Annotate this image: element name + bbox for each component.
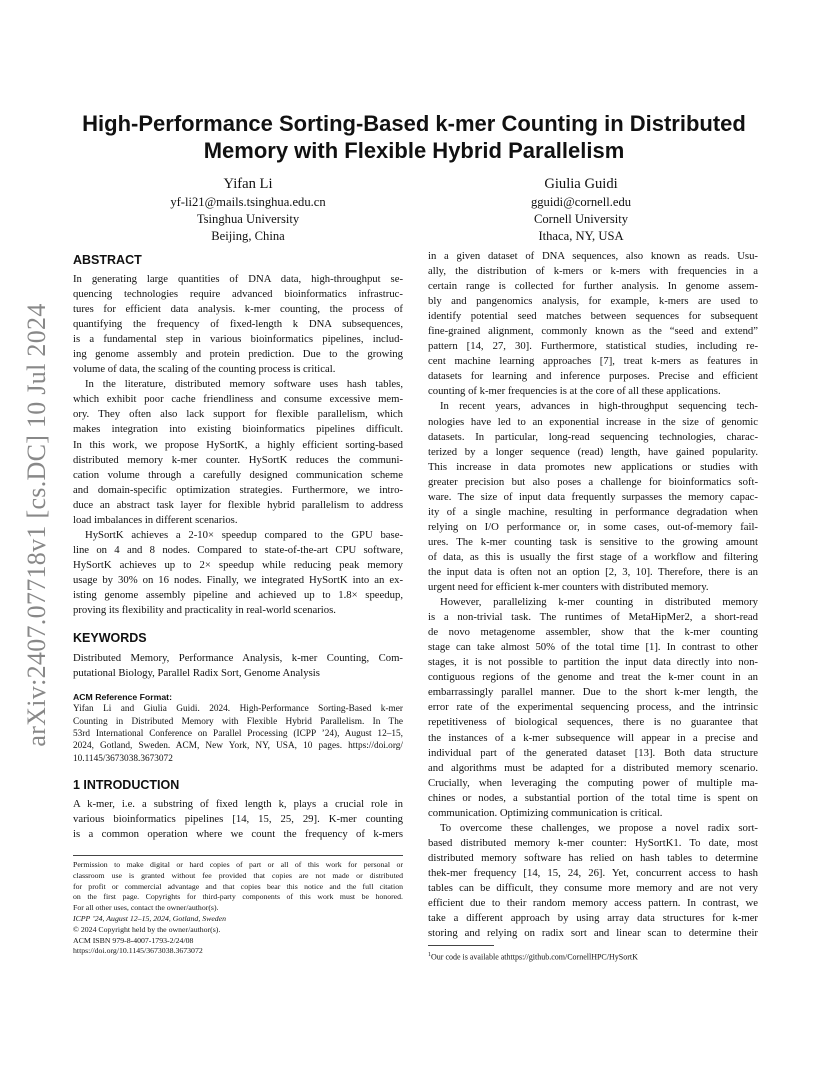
abstract-paragraph-1 bbox=[73, 272, 403, 377]
text-line: various bioinformatics pipelines [14, 15, 25, 29]. K-mer counting bbox=[73, 813, 403, 826]
permission-line: For all other uses, contact the owner/author(s). bbox=[73, 903, 219, 913]
permission-line: for profit or commercial advantage and that copies bear this notice and the full citation bbox=[73, 881, 403, 891]
text-line: take a different approach by using array data structures for k-mer bbox=[428, 912, 758, 925]
text-line: error rate of the experimental sequencing process, and the intrinsic bbox=[428, 701, 758, 714]
text-line: certain range is collected for further analysis. In genome assem- bbox=[428, 280, 758, 293]
text-line: and algorithms must be adapted for a distributed memory scenario. bbox=[428, 761, 758, 774]
text-line: thek-mer frequency [14, 15, 24, 26]. Yet, concurrent access to hash bbox=[428, 866, 758, 879]
text-line: makes integration into existing bioinformatics pipelines difficult. bbox=[73, 423, 403, 436]
reference-line: Counting in Distributed Memory with Flexible Hybrid Parallelism. In The bbox=[73, 716, 403, 727]
text-line: datasets for learning and inference purposes. Precise and efficient bbox=[428, 370, 758, 383]
text-line: stages, it is not possible to partition the input data directly into non- bbox=[428, 656, 758, 669]
text-line: A k-mer, i.e. a substring of fixed length k, plays a crucial role in bbox=[73, 798, 403, 811]
text-line: ures. The k-mer counting task is sensitive to the growing amount bbox=[428, 535, 758, 548]
footnote bbox=[428, 945, 758, 963]
text-line: To overcome these challenges, we propose a novel radix sort- bbox=[440, 821, 758, 834]
author-name: Yifan Li bbox=[223, 176, 273, 192]
permission-line: ACM ISBN 979-8-4007-1793-2/24/08 bbox=[73, 935, 194, 945]
text-line: line on 4 and 8 nodes. Compared to state-of-the-art CPU software, bbox=[73, 543, 403, 556]
text-line: embarrassingly parallel manner. Due to the short k-mer length, the bbox=[428, 686, 758, 699]
text-line: distributed memory k-mer counter. HySortK reduces the communi- bbox=[73, 453, 403, 466]
author-affiliation: Tsinghua University bbox=[196, 212, 300, 226]
text-line: and domain-specific optimization strategies. Furthermore, we intro- bbox=[73, 483, 403, 496]
text-line: counting of k-mer frequencies is at the core of all these applications. bbox=[428, 385, 721, 398]
text-line: usage by 30% on 16 nodes. Finally, we integrated HySortK into an ex- bbox=[73, 573, 403, 586]
text-line: tures for efficient data analysis. k-mer counting, the process of bbox=[73, 303, 403, 316]
text-line: stage can take almost 50% of the total time [1]. In contrast to other bbox=[428, 641, 758, 654]
text-line: In generating large quantities of DNA data, high-throughput se- bbox=[73, 273, 403, 285]
text-line: ory. They often also lack support for flexible parallelism, which bbox=[73, 408, 403, 421]
permission-line: Permission to make digital or hard copies of part or all of this work for personal or bbox=[73, 860, 403, 869]
text-line: individual part of the generated dataset [13]. Both data structure bbox=[428, 746, 758, 759]
text-line: duce an abstract task layer for flexible hybrid parallelism to address bbox=[73, 498, 403, 511]
text-line: datasets. In particular, long-read sequencing technologies, charac- bbox=[428, 430, 758, 443]
text-line: is a non-trivial task. The runtimes of MetaHipMer2, a short-read bbox=[428, 611, 758, 624]
abstract-heading: ABSTRACT bbox=[73, 253, 142, 267]
introduction-text bbox=[73, 797, 403, 842]
text-line: volume of data, the scaling of the counting process is critical. bbox=[73, 363, 336, 376]
text-line: Distributed Memory, Performance Analysis, k-mer Counting, Com- bbox=[73, 652, 403, 665]
text-line: repetitiveness of biological sequences, there is no guarantee that bbox=[428, 716, 758, 729]
text-line: in a given dataset of DNA sequences, also known as reads. Usu- bbox=[428, 250, 758, 262]
text-line: ware. The size of input data frequently surpasses the memory capac- bbox=[428, 490, 758, 503]
acm-reference-text bbox=[73, 703, 403, 765]
text-line: In the literature, distributed memory software uses hash tables, bbox=[85, 378, 403, 391]
text-line: which exhibit poor cache friendliness and consume excessive mem- bbox=[73, 393, 403, 406]
footnote-body: Our code is available athttps://github.com/CornellHPC/HySortK bbox=[431, 952, 638, 962]
intro-paragraph-4 bbox=[428, 821, 758, 941]
text-line: the input data is often not an option [2, 3, 10]. Therefore, there is an bbox=[428, 565, 758, 578]
arxiv-identifier: arXiv:2407.07718v1 [cs.DC] 10 Jul 2024 bbox=[22, 303, 51, 747]
intro-paragraph-continued bbox=[428, 249, 758, 399]
text-line: quencing technologies require advanced bioinformatics infrastruc- bbox=[73, 288, 403, 301]
text-line: proving its flexibility and practicality in real-world scenarios. bbox=[73, 604, 336, 617]
text-line: HySortK achieves up to 2× speedup while reducing peak memory bbox=[73, 558, 403, 571]
permission-line: © 2024 Copyright held by the owner/author(s). bbox=[73, 924, 221, 934]
text-line: is a common operation where we count the frequency of k-mers bbox=[73, 828, 403, 841]
author-block-2 bbox=[481, 174, 681, 245]
abstract-paragraph-2 bbox=[73, 377, 403, 527]
reference-line: Yifan Li and Giulia Guidi. 2024. High-Performance Sorting-Based k-mer bbox=[73, 704, 403, 715]
text-line: cent machine learning approaches [7], treat k-mers as features in bbox=[428, 355, 758, 368]
reference-line: 10.1145/3673038.3673072 bbox=[73, 753, 173, 764]
keywords-text bbox=[73, 651, 403, 681]
author-name: Giulia Guidi bbox=[544, 176, 618, 192]
keywords-heading: KEYWORDS bbox=[73, 631, 147, 646]
text-line: is a fundamental step in various bioinformatics pipelines, includ- bbox=[73, 333, 403, 346]
text-line: distributed memory software has relied on hash tables to determine bbox=[428, 851, 758, 864]
text-line: of data, as this is usually the first stage of a workflow and filtering bbox=[428, 550, 758, 563]
text-line: However, parallelizing k-mer counting in distributed memory bbox=[440, 596, 758, 609]
text-line: efficient due to their random memory access pattern. In contrast, we bbox=[428, 897, 758, 910]
intro-paragraph-2 bbox=[428, 399, 758, 595]
text-line: terized by a longer sequence (read) length, have gained popularity. bbox=[428, 445, 758, 458]
permission-line: https://doi.org/10.1145/3673038.3673072 bbox=[73, 946, 203, 956]
text-line: isting genome assembly pipeline and achieved up to 1.8× speedup, bbox=[73, 588, 403, 601]
text-line: pattern [14, 27, 30]. Furthermore, statistical studies, including re- bbox=[428, 340, 758, 353]
acm-reference-heading: ACM Reference Format: bbox=[73, 692, 172, 703]
text-line: This increase in data promotes new applications or studies with bbox=[428, 460, 758, 473]
text-line: HySortK achieves a 2-10× speedup compared to the GPU base- bbox=[85, 528, 403, 541]
text-line: In this work, we propose HySortK, a highly efficient sorting-based bbox=[73, 438, 403, 451]
author-location: Beijing, China bbox=[211, 229, 285, 243]
text-line: quantifying the frequency of fixed-length k DNA subsequences, bbox=[73, 318, 403, 331]
text-line: tables can be difficult, they consume more memory and are not very bbox=[428, 881, 758, 894]
title-line-1: High-Performance Sorting-Based k-mer Counting in Distributed bbox=[82, 111, 746, 136]
text-line: de novo metagenome assembler, show that the k-mer counting bbox=[428, 626, 758, 639]
right-column bbox=[428, 249, 758, 941]
text-line: nologies have led to an exponential increase in the size of genomic bbox=[428, 415, 758, 428]
footnote-rule bbox=[428, 945, 494, 946]
text-line: based distributed memory k-mer counter: HySortK1. To date, most bbox=[428, 836, 758, 849]
author-block-1 bbox=[148, 174, 348, 245]
abstract-paragraph-3 bbox=[73, 528, 403, 618]
text-line: contiguous regions of the genome and treat the k-mer count in an bbox=[428, 671, 758, 684]
left-column bbox=[73, 252, 403, 842]
text-line: ing genome assembly and protein prediction. Due to the growing bbox=[73, 348, 403, 361]
text-line: In recent years, advances in high-throughput sequencing tech- bbox=[440, 400, 758, 413]
author-location: Ithaca, NY, USA bbox=[538, 229, 624, 243]
text-line: bly and pangenomics analysis, for example, k-mers are used to bbox=[428, 295, 758, 308]
reference-line: 2024, Gotland, Sweden. ACM, New York, NY, USA, 10 pages. https://doi.org/ bbox=[73, 741, 403, 752]
text-line: load imbalances in different scenarios. bbox=[73, 513, 238, 526]
text-line: chines or nodes, a substantial portion of the total time is spent on bbox=[428, 791, 758, 804]
author-affiliation: Cornell University bbox=[533, 212, 629, 226]
footnote-text bbox=[428, 950, 758, 963]
text-line: ally, the distribution of k-mers or k-mers with frequencies in a bbox=[428, 265, 758, 278]
introduction-heading: 1 INTRODUCTION bbox=[73, 778, 180, 793]
permission-line: ICPP ’24, August 12–15, 2024, Gotland, Sweden bbox=[73, 913, 227, 923]
text-line: ity of a single machine, resulting in performance degradation when bbox=[428, 505, 758, 518]
permission-line: classroom use is granted without fee provided that copies are not made or distributed bbox=[73, 870, 403, 880]
footnote-mark: 1 bbox=[428, 952, 431, 958]
text-line: the instances of a k-mer subsequence will appear in a precise and bbox=[428, 731, 758, 744]
title-line-2: Memory with Flexible Hybrid Parallelism bbox=[203, 138, 625, 163]
paper-title bbox=[60, 110, 768, 164]
text-line: storing and relying on radix sort and linear scan to determine their bbox=[428, 927, 758, 940]
permission-line: on the first page. Copyrights for third-party components of this work must be honored. bbox=[73, 892, 403, 902]
text-line: greater precision but also poses a challenge for bioinformatics soft- bbox=[428, 475, 758, 488]
permission-notice bbox=[73, 855, 403, 957]
reference-line: 53rd International Conference on Parallel Processing (ICPP ’24), August 12–15, bbox=[73, 728, 403, 739]
text-line: fine-grained alignment, commonly known as the “seed and extend” bbox=[428, 325, 758, 338]
text-line: putational Biology, Parallel Radix Sort, Genome Analysis bbox=[73, 667, 320, 680]
text-line: Crucially, when leveraging the computing power of multiple ma- bbox=[428, 776, 758, 789]
arxiv-sidebar-stamp bbox=[20, 290, 54, 760]
text-line: communication. Optimizing communication is critical. bbox=[428, 806, 663, 819]
text-line: relying on I/O performance or, in some cases, out-of-memory fail- bbox=[428, 520, 758, 533]
text-line: cation volume through a carefully designed communication scheme bbox=[73, 468, 403, 481]
author-email: gguidi@cornell.edu bbox=[530, 195, 632, 209]
author-email: yf-li21@mails.tsinghua.edu.cn bbox=[170, 195, 326, 209]
text-line: identify potential seed matches between sequences for subsequent bbox=[428, 310, 758, 323]
intro-paragraph-3 bbox=[428, 595, 758, 821]
text-line: urgent need for efficient k-mer counters with distributed memory. bbox=[428, 581, 709, 594]
